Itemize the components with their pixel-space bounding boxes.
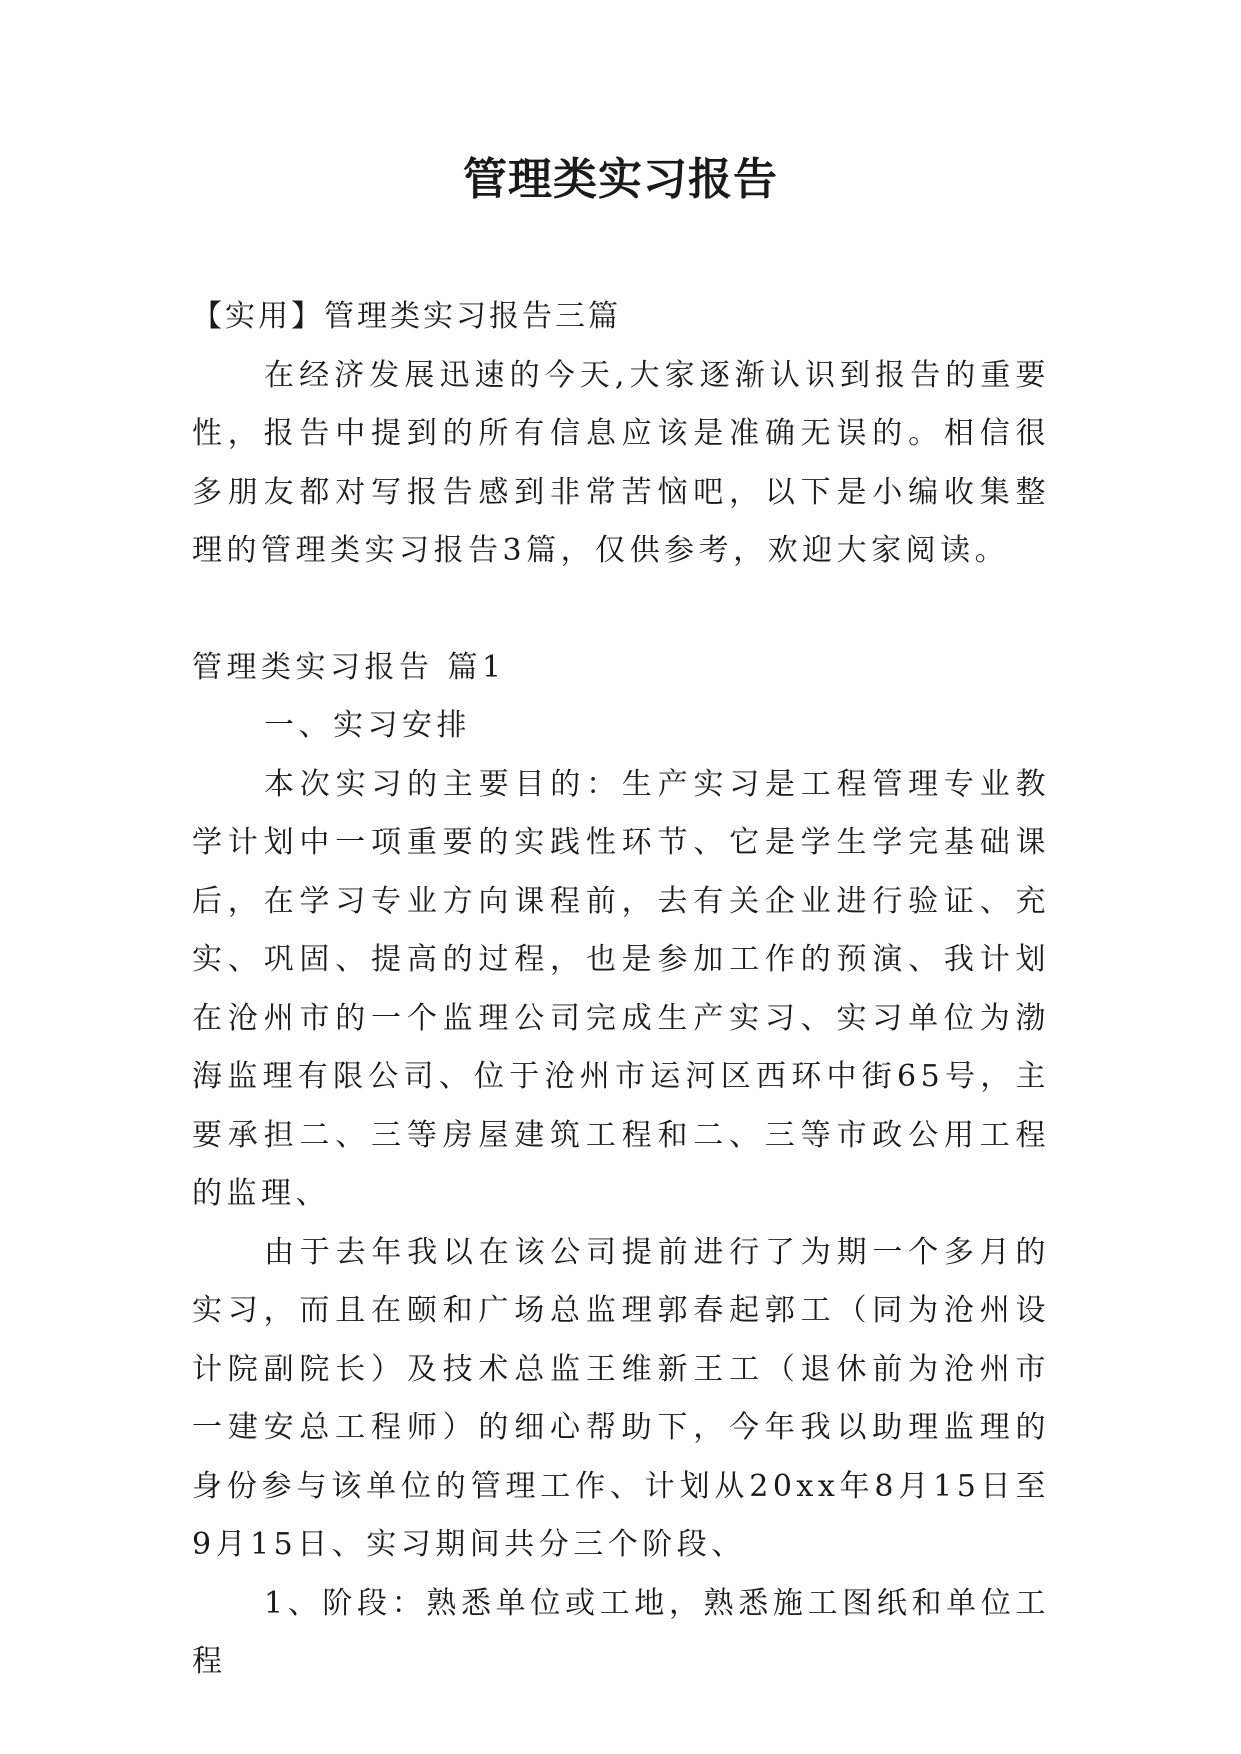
section-heading: 管理类实习报告 篇1 xyxy=(192,649,506,685)
body-paragraph-2: 由于去年我以在该公司提前进行了为期一个多月的实习，而且在颐和广场总监理郭春起郭工（同为沧州设计院副院长）及技术总监王维新王工（退休前为沧州市一建安总工程师）的细心帮助下，今年我以助理监理的身份参与该单位的管理工作、计划从20xx年8月15日至9月15日、实习期间共分三个阶段、 xyxy=(192,1234,1050,1562)
body-paragraph-1: 本次实习的主要目的：生产实习是工程管理专业教学计划中一项重要的实践性环节、它是学生学完基础课后，在学习专业方向课程前，去有关企业进行验证、充实、巩固、提高的过程，也是参加工作的预演、我计划在沧州市的一个监理公司完成生产实习、实习单位为渤海监理有限公司、位于沧州市运河区西环中街65号，主要承担二、三等房屋建筑工程和二、三等市政公用工程的监理、 xyxy=(192,766,1050,1211)
document-body xyxy=(192,288,1050,1692)
document-title: 管理类实习报告 xyxy=(463,154,778,205)
body-paragraph-3: 1、阶段：熟悉单位或工地，熟悉施工图纸和单位工程 xyxy=(192,1585,1050,1679)
document-subtitle: 【实用】管理类实习报告三篇 xyxy=(192,299,621,334)
intro-paragraph: 在经济发展迅速的今天,大家逐渐认识到报告的重要性，报告中提到的所有信息应该是准确无误的。相信很多朋友都对写报告感到非常苦恼吧，以下是小编收集整理的管理类实习报告3篇，仅供参考，欢迎大家阅读。 xyxy=(192,357,1050,568)
section-subheading: 一、实习安排 xyxy=(264,708,471,743)
